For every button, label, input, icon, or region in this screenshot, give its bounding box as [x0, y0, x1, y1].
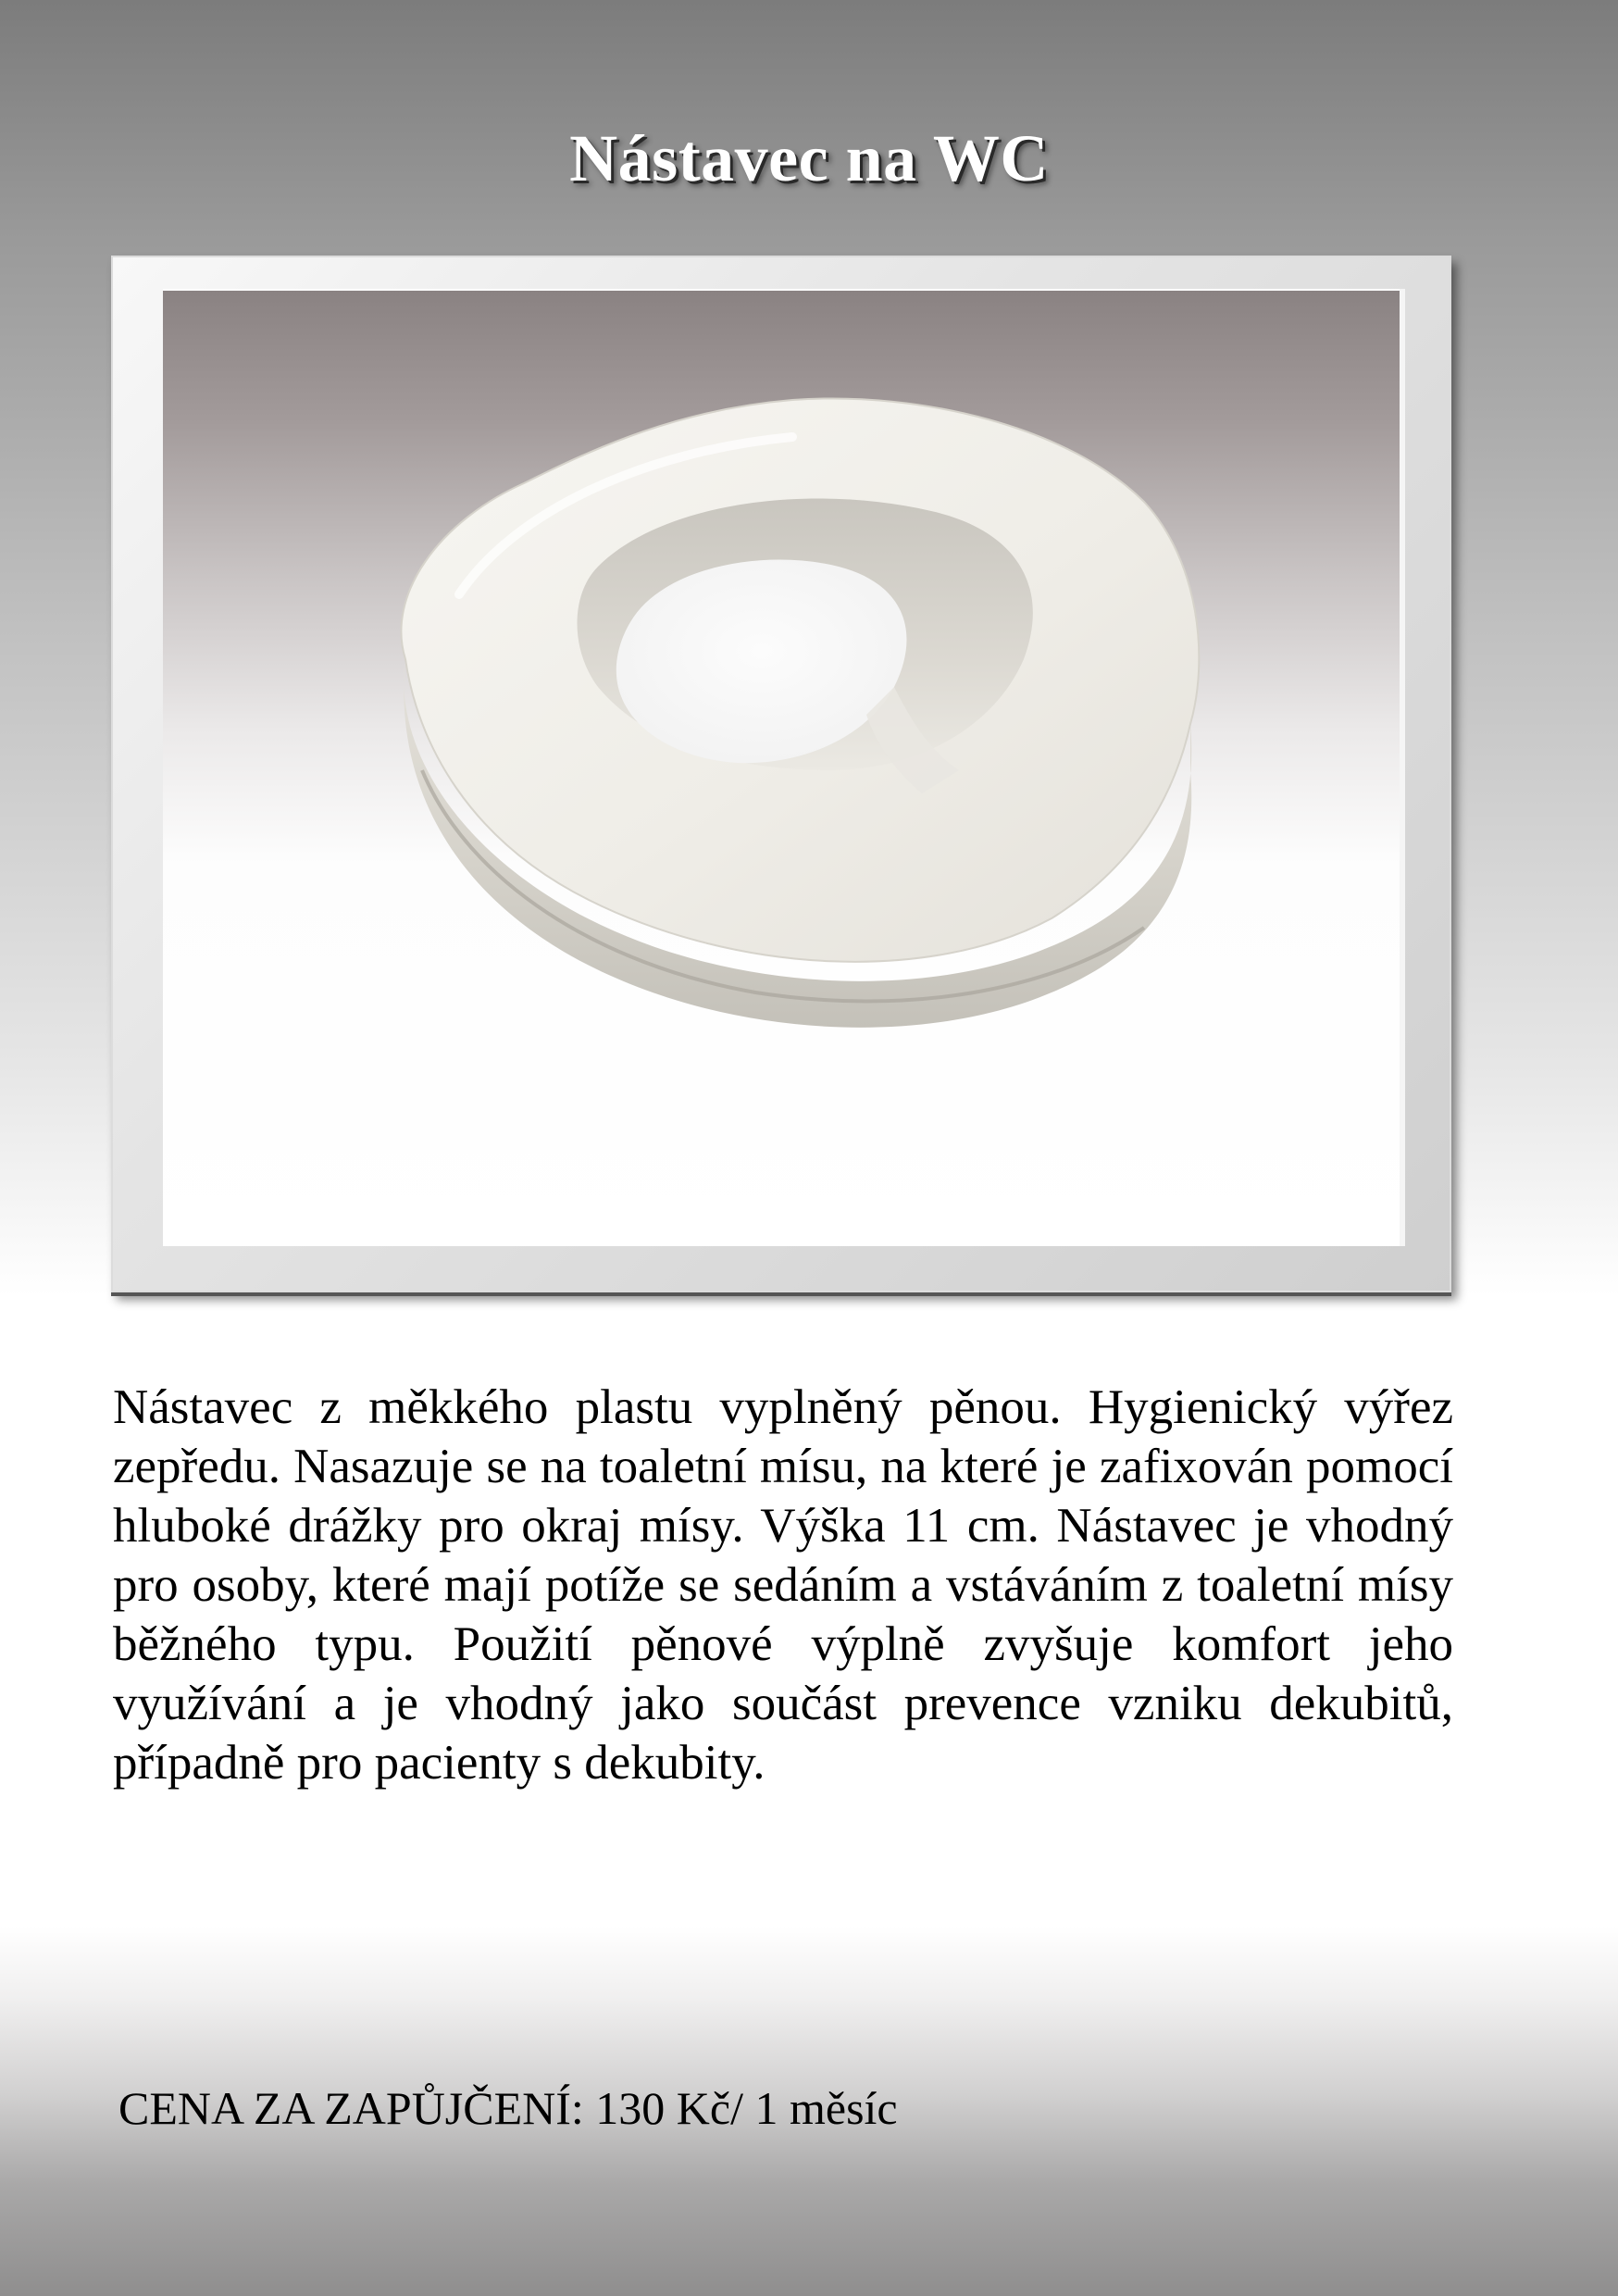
- rental-price: CENA ZA ZAPŮJČENÍ: 130 Kč/ 1 měsíc: [118, 2082, 898, 2134]
- photo-frame: [111, 256, 1451, 1292]
- product-description: Nástavec z měkkého plastu vyplněný pěnou. Hygienický výřez zepředu. Nasazuje se na toaletní mísu, na které je zafixován pomocí hluboké drážky pro okraj mísy. Výška 11 cm. Nástavec je vhodný pro osoby, které mají potíže se sedáním a vstáváním z toaletní mísy běžného typu. Použití pěnové výplně zvyšuje komfort jeho využívání a je vhodný jako součást prevence vzniku dekubitů, případně pro pacienty s dekubity.: [113, 1380, 1453, 1790]
- photo-panel: [163, 289, 1405, 1246]
- page-title: Nástavec na WC: [569, 121, 1049, 195]
- toilet-seat-raiser-photo: [163, 289, 1400, 1246]
